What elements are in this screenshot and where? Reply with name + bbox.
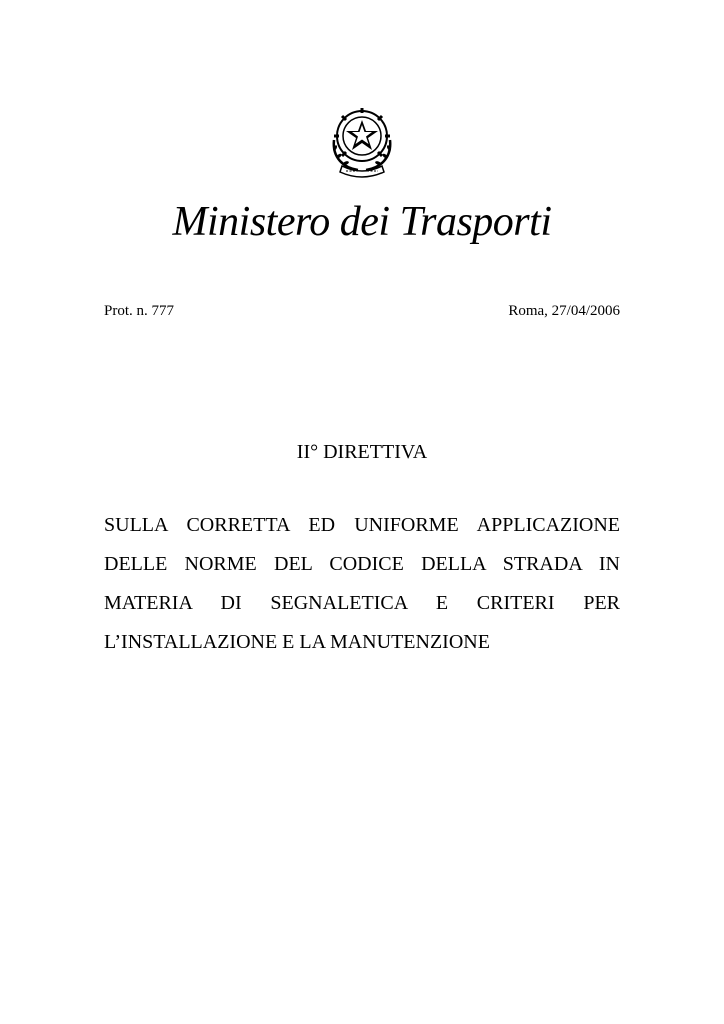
title-line-1: SULLA CORRETTA ED UNIFORME APPLICAZIONE xyxy=(104,514,620,536)
title-line-3: MATERIA DI SEGNALETICA E CRITERI PER xyxy=(104,592,620,614)
protocol-number: Prot. n. 777 xyxy=(104,303,175,319)
italian-republic-emblem-icon xyxy=(322,100,402,180)
protocol-date-row xyxy=(104,301,620,321)
place-date: Roma, 27/04/2006 xyxy=(508,303,620,319)
ministry-name: Ministero dei Trasporti xyxy=(172,199,552,245)
title-line-4: L’INSTALLAZIONE E LA MANUTENZIONE xyxy=(104,631,490,653)
title-line-2: DELLE NORME DEL CODICE DELLA STRADA IN xyxy=(104,553,620,575)
directive-heading: II° DIRETTIVA xyxy=(296,441,428,463)
